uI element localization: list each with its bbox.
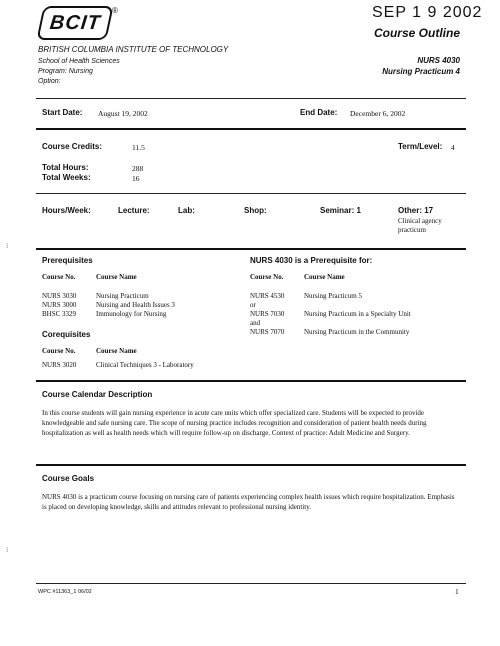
column-header: Course Name (96, 273, 137, 281)
divider (36, 248, 466, 250)
term-level-value: 4 (451, 143, 455, 152)
program-name: Program: Nursing (38, 68, 93, 75)
next-course-name: Nursing Practicum in the Community (304, 328, 410, 336)
course-code: NURS 4030 (417, 56, 460, 65)
calendar-description-text: In this course students will gain nursing experience in acute care units which offer specialized care. Students will be expected to provide knowledgeable and safe nursing care. The scope of nursing practice includes recognition and consideration of patient health needs during hospitalization as well as health needs which will require follow-up on discharge. Context of practice: Adult Medicine and Surgery. (42, 409, 427, 437)
shop-label: Shop: (244, 206, 267, 215)
prerequisite-for-heading: NURS 4030 is a Prerequisite for: (250, 256, 373, 265)
course-goals-heading: Course Goals (42, 474, 95, 483)
end-date-label: End Date: (300, 108, 338, 117)
column-header: Course No. (42, 273, 76, 281)
prereq-course-name: Nursing and Health Issues 3 (96, 301, 175, 309)
course-credits-value: 11.5 (132, 143, 145, 152)
bcit-logo (36, 6, 113, 40)
next-course-name: Nursing Practicum in a Specialty Unit (304, 310, 411, 318)
coreq-course-no: NURS 3020 (42, 361, 77, 369)
option-label: Option: (38, 78, 61, 85)
divider (36, 583, 466, 584)
hours-week-label: Hours/Week: (42, 206, 91, 215)
prereq-course-no: NURS 3000 (42, 301, 77, 309)
total-hours-value: 288 (132, 164, 144, 173)
column-header: Course Name (96, 347, 137, 355)
column-header: Course Name (304, 273, 345, 281)
next-course-no: NURS 7070 (250, 328, 285, 336)
calendar-description-heading: Course Calendar Description (42, 390, 153, 399)
school-name: School of Health Sciences (38, 58, 120, 65)
total-weeks-label: Total Weeks: (42, 173, 91, 182)
divider (36, 98, 466, 99)
next-course-name: Nursing Practicum 5 (304, 292, 362, 300)
total-hours-label: Total Hours: (42, 163, 89, 172)
other-label: Other: 17 (398, 206, 434, 215)
prereq-course-no: NURS 3030 (42, 292, 77, 300)
prereq-course-name: Nursing Practicum (96, 292, 149, 300)
document-type: Course Outline (373, 26, 460, 40)
divider (36, 193, 466, 194)
column-header: Course No. (42, 347, 76, 355)
bcit-logo-text: BCIT (48, 11, 102, 34)
seminar-label: Seminar: 1 (320, 206, 361, 215)
divider (36, 128, 466, 130)
column-header: Course No. (250, 273, 284, 281)
other-note: Clinical agency (398, 217, 442, 225)
date-stamp: SEP 1 9 2002 (372, 4, 483, 21)
course-credits-label: Course Credits: (42, 142, 103, 151)
institution-name: BRITISH COLUMBIA INSTITUTE OF TECHNOLOGY (38, 45, 229, 54)
next-course-no: NURS 4530 (250, 292, 285, 300)
other-note: practicum (398, 226, 426, 234)
term-level-label: Term/Level: (398, 142, 443, 151)
connector-text: or (250, 301, 256, 309)
divider (36, 464, 466, 466)
start-date-value: August 19, 2002 (98, 109, 148, 118)
margin-mark: ⁝ (6, 546, 9, 554)
prerequisites-heading: Prerequisites (42, 256, 93, 265)
footer-code: WPC #11363_1 06/02 (38, 589, 92, 595)
course-goals-text: NURS 4030 is a practicum course focusing on nursing care of patients experiencing complex health issues which require hospitalization. Emphasis is placed on developing knowledge, skills and attitudes relevant to professional nursing identity. (42, 493, 455, 511)
prereq-course-no: BHSC 3329 (42, 310, 77, 318)
connector-text: and (250, 319, 261, 327)
start-date-label: Start Date: (42, 108, 83, 117)
end-date-value: December 6, 2002 (350, 109, 406, 118)
corequisites-heading: Corequisites (42, 330, 91, 339)
coreq-course-name: Clinical Techniques 3 - Laboratory (96, 361, 194, 369)
next-course-no: NURS 7030 (250, 310, 285, 318)
margin-mark: ⁝ (6, 242, 9, 250)
total-weeks-value: 16 (132, 174, 140, 183)
lab-label: Lab: (178, 206, 195, 215)
course-title: Nursing Practicum 4 (382, 67, 460, 76)
divider (36, 380, 466, 382)
lecture-label: Lecture: (118, 206, 150, 215)
registered-mark: ® (112, 6, 118, 15)
prereq-course-name: Immunology for Nursing (96, 310, 167, 318)
page-number: 1 (455, 587, 459, 596)
